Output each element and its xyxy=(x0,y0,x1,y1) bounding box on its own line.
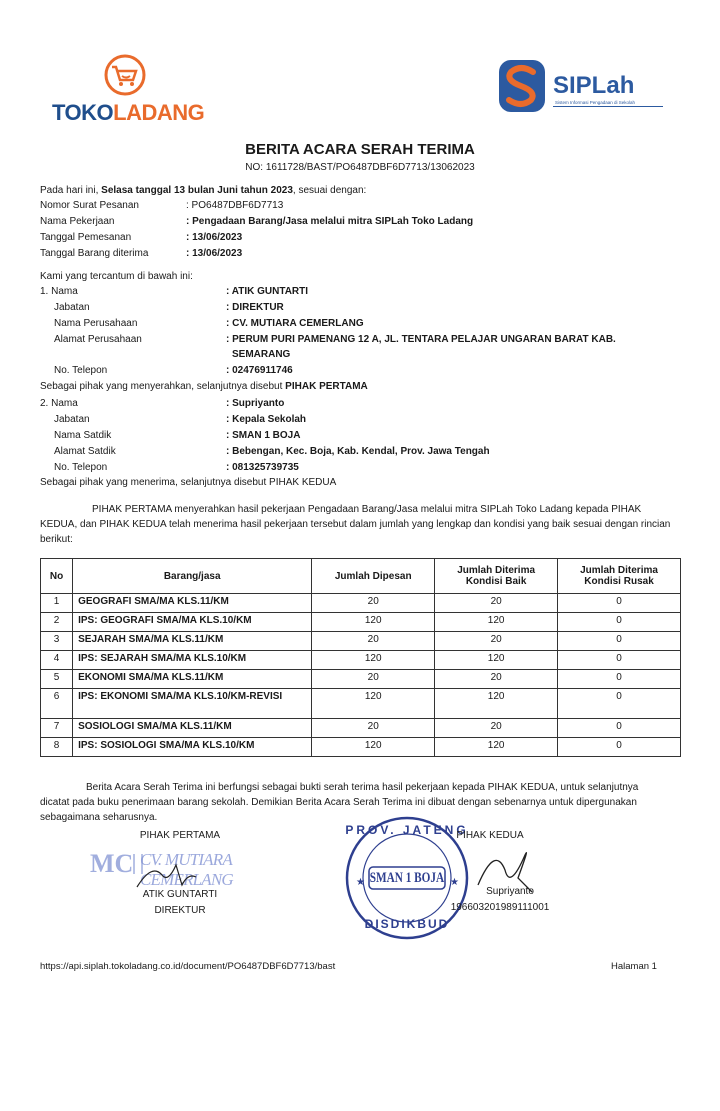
svg-text:MC: MC xyxy=(90,849,134,878)
party1-field-label: Nama Perusahaan xyxy=(54,318,138,329)
party2-field-label: No. Telepon xyxy=(54,462,108,473)
cell-damaged: 0 xyxy=(558,613,681,632)
party2-closing: Sebagai pihak yang menerima, selanjutnya disebut PIHAK KEDUA xyxy=(40,477,337,488)
cell-no: 5 xyxy=(41,670,73,689)
party1-field-label: Alamat Perusahaan xyxy=(54,334,142,345)
table-row xyxy=(41,594,681,613)
cell-item: IPS: SOSIOLOGI SMA/MA KLS.10/KM xyxy=(73,738,312,757)
cell-good: 20 xyxy=(435,670,558,689)
header-item: Barang/jasa xyxy=(73,559,312,594)
party2-field-value: : Kepala Sekolah xyxy=(226,414,307,425)
table-row xyxy=(41,613,681,632)
table-row xyxy=(41,689,681,719)
school-stamp-name: SMAN 1 BOJA xyxy=(369,870,445,886)
header-ordered: Jumlah Dipesan xyxy=(312,559,435,594)
party1-field-label: 1. Nama xyxy=(40,286,78,297)
table-header-row xyxy=(41,559,681,594)
party1-closing-text: Sebagai pihak yang menyerahkan, selanjutnya disebut xyxy=(40,381,286,392)
order-field-label: Tanggal Pemesanan xyxy=(40,232,132,243)
intro-prefix: Pada hari ini, xyxy=(40,185,102,196)
sig-first-name: ATIK GUNTARTI xyxy=(142,889,218,900)
cell-item: IPS: GEOGRAFI SMA/MA KLS.10/KM xyxy=(73,613,312,632)
party1-field-value: : PERUM PURI PAMENANG 12 A, JL. TENTARA PELAJAR UNGARAN BARAT KAB. xyxy=(226,334,616,345)
sig-second-name: Supriyanto xyxy=(486,886,534,897)
cell-ordered: 20 xyxy=(312,719,435,738)
siplah-logo xyxy=(497,58,667,118)
order-field-value: : 13/06/2023 xyxy=(186,232,243,243)
svg-text:★: ★ xyxy=(450,877,459,888)
intro-date: Selasa tanggal 13 bulan Juni tahun 2023 xyxy=(101,185,293,196)
cell-item: SOSIOLOGI SMA/MA KLS.11/KM xyxy=(73,719,312,738)
cell-good: 20 xyxy=(435,632,558,651)
party2-field-label: Jabatan xyxy=(54,414,90,425)
cell-item: SEJARAH SMA/MA KLS.11/KM xyxy=(73,632,312,651)
cell-damaged: 0 xyxy=(558,670,681,689)
cell-damaged: 0 xyxy=(558,632,681,651)
cell-ordered: 120 xyxy=(312,689,435,719)
school-stamp-top: PROV. JATENG xyxy=(345,823,469,837)
order-field-value: : PO6487DBF6D7713 xyxy=(186,200,284,211)
company-stamp-text: CV. MUTIARA CEMERLANG xyxy=(140,850,233,889)
sig-first-role: PIHAK PERTAMA xyxy=(139,830,221,841)
cell-item: GEOGRAFI SMA/MA KLS.11/KM xyxy=(73,594,312,613)
cell-damaged: 0 xyxy=(558,689,681,719)
cell-good: 120 xyxy=(435,613,558,632)
header-no: No xyxy=(41,559,73,594)
header-received-good: Jumlah Diterima Kondisi Baik xyxy=(435,559,558,594)
party1-field-label: Jabatan xyxy=(54,302,90,313)
cell-no: 8 xyxy=(41,738,73,757)
cell-ordered: 120 xyxy=(312,613,435,632)
cell-damaged: 0 xyxy=(558,738,681,757)
paragraph-closing: Berita Acara Serah Terima ini berfungsi sebagai bukti serah terima hasil pekerjaan kepada PIHAK KEDUA, untuk selanjutnya dicatat pada buku penerimaan barang sekolah. Demikian Berita Acara Serah Terima ini dibuat dengan sebenarnya untuk dipergunakan sebagaimana seharusnya. xyxy=(40,782,639,823)
order-field-label: Tanggal Barang diterima xyxy=(40,248,149,259)
cell-damaged: 0 xyxy=(558,651,681,670)
cell-damaged: 0 xyxy=(558,594,681,613)
document-title: BERITA ACARA SERAH TERIMA xyxy=(245,141,475,158)
page-number: Halaman 1 xyxy=(611,961,657,972)
cell-good: 20 xyxy=(435,719,558,738)
table-row xyxy=(41,738,681,757)
party2-field-label: Alamat Satdik xyxy=(54,446,116,457)
party2-field-label: Nama Satdik xyxy=(54,430,112,441)
cell-no: 3 xyxy=(41,632,73,651)
party2-field-value: : 081325739735 xyxy=(226,462,299,473)
cell-no: 6 xyxy=(41,689,73,719)
cell-damaged: 0 xyxy=(558,719,681,738)
document-url[interactable]: https://api.siplah.tokoladang.co.id/document/PO6487DBF6D7713/bast xyxy=(40,961,336,972)
party2-field-value: : SMAN 1 BOJA xyxy=(226,430,301,441)
cell-item: IPS: EKONOMI SMA/MA KLS.10/KM-REVISI xyxy=(73,689,312,719)
paragraph-handover: PIHAK PERTAMA menyerahkan hasil pekerjaan Pengadaan Barang/Jasa melalui mitra SIPLah Toko Ladang kepada PIHAK KEDUA, dan PIHAK KEDUA telah menerima hasil pekerjaan tersebut dalam jumlah yang lengkap dan kondisi yang baik sesuai dengan rincian berikut: xyxy=(40,504,671,545)
brand-part2: LADANG xyxy=(113,100,205,125)
brand-part1: TOKO xyxy=(52,100,114,125)
cell-item: IPS: SEJARAH SMA/MA KLS.10/KM xyxy=(73,651,312,670)
cell-item: EKONOMI SMA/MA KLS.11/KM xyxy=(73,670,312,689)
siplah-s-icon xyxy=(497,58,547,114)
party2-field-value: : Bebengan, Kec. Boja, Kab. Kendal, Prov. Jawa Tengah xyxy=(226,446,490,457)
party1-closing xyxy=(40,380,368,394)
party2-field-value: : Supriyanto xyxy=(226,398,285,409)
party1-field-value: : ATIK GUNTARTI xyxy=(226,286,309,297)
sig-second-nip: 196603201989111001 xyxy=(450,902,550,913)
order-field-value: : 13/06/2023 xyxy=(186,248,243,259)
order-field-value: : Pengadaan Barang/Jasa melalui mitra SIPLah Toko Ladang xyxy=(186,216,474,227)
cell-good: 20 xyxy=(435,594,558,613)
table-row xyxy=(41,719,681,738)
parties-intro: Kami yang tercantum di bawah ini: xyxy=(40,271,193,282)
party1-closing-role: PIHAK PERTAMA xyxy=(285,381,368,392)
sig-first-title: DIREKTUR xyxy=(154,905,206,916)
cart-icon xyxy=(102,52,148,98)
party1-field-label: No. Telepon xyxy=(54,365,108,376)
cell-good: 120 xyxy=(435,651,558,670)
sig-second-role: PIHAK KEDUA xyxy=(456,830,524,841)
cell-good: 120 xyxy=(435,738,558,757)
cell-no: 2 xyxy=(41,613,73,632)
party1-field-value: : 02476911746 xyxy=(226,365,293,376)
party1-field-value: : DIREKTUR xyxy=(226,302,284,313)
cell-ordered: 120 xyxy=(312,738,435,757)
cell-no: 4 xyxy=(41,651,73,670)
intro-suffix: , sesuai dengan: xyxy=(292,185,367,196)
svg-text:★: ★ xyxy=(356,877,365,888)
tokoladang-logo xyxy=(52,52,212,132)
cell-ordered: 120 xyxy=(312,651,435,670)
header-received-damaged: Jumlah Diterima Kondisi Rusak xyxy=(558,559,681,594)
intro-line xyxy=(40,184,366,198)
table-row xyxy=(41,670,681,689)
siplah-tagline: Sistem Informasi Pengadaan di Sekolah xyxy=(555,100,636,105)
party2-field-label: 2. Nama xyxy=(40,398,78,409)
cell-no: 7 xyxy=(41,719,73,738)
siplah-name: SIPLah xyxy=(553,72,635,99)
table-row xyxy=(41,632,681,651)
party1-field-value-cont: SEMARANG xyxy=(232,349,291,360)
cell-no: 1 xyxy=(41,594,73,613)
items-table xyxy=(40,558,681,757)
cell-ordered: 20 xyxy=(312,670,435,689)
party1-field-value: : CV. MUTIARA CEMERLANG xyxy=(226,318,364,329)
order-field-label: Nama Pekerjaan xyxy=(40,216,115,227)
cell-ordered: 20 xyxy=(312,632,435,651)
cell-good: 120 xyxy=(435,689,558,719)
cell-ordered: 20 xyxy=(312,594,435,613)
table-row xyxy=(41,651,681,670)
document-number: NO: 1611728/BAST/PO6487DBF6D7713/13062023 xyxy=(245,162,475,173)
school-stamp-bottom: DISDIKBUD xyxy=(364,917,450,931)
order-field-label: Nomor Surat Pesanan xyxy=(40,200,139,211)
